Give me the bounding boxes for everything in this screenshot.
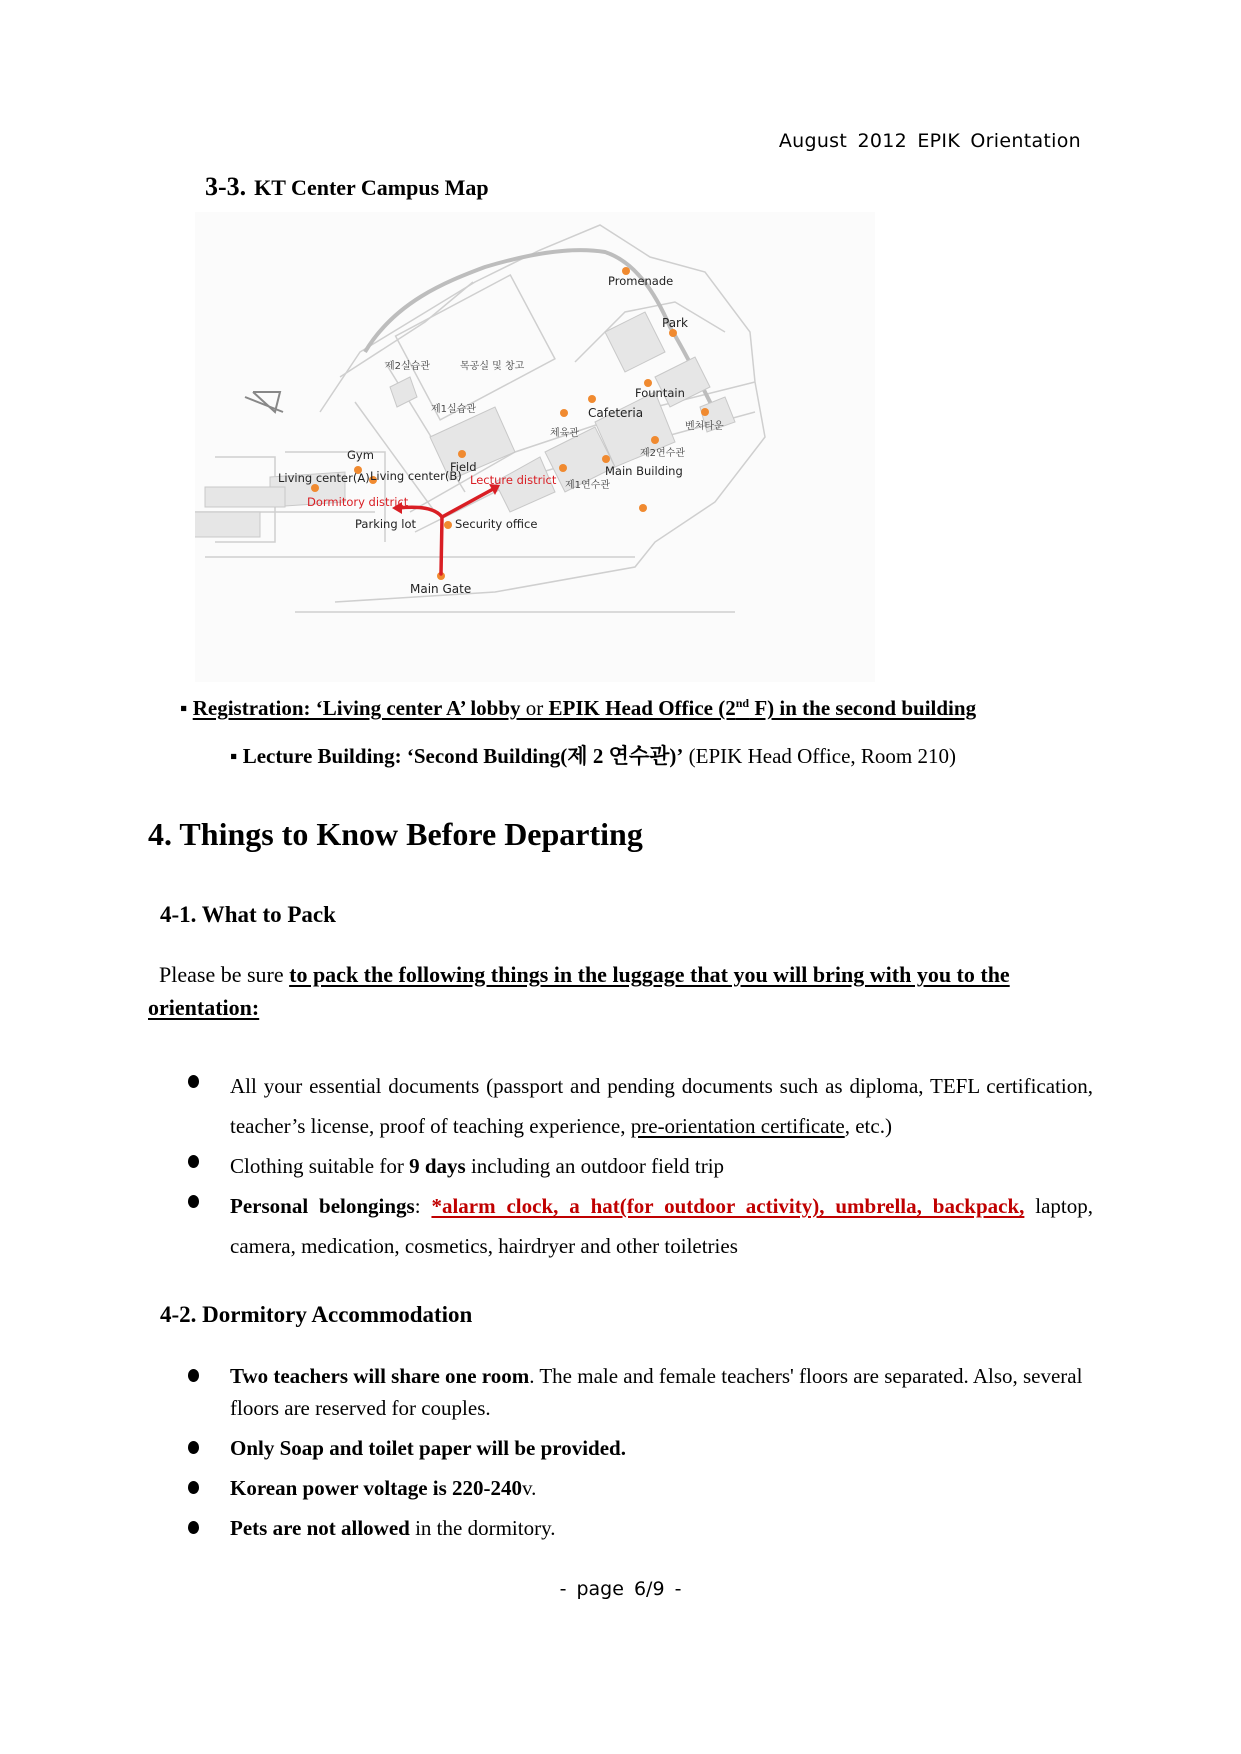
item-bold: Personal belongings	[230, 1194, 415, 1218]
bullet-dot-icon	[188, 1521, 199, 1534]
map-label-woodshop-storage: 목공실 및 창고	[460, 361, 525, 372]
lecture-building-label: Lecture Building: ‘Second Building(제 2 연수관)’	[242, 744, 684, 768]
lecture-building-info	[230, 740, 956, 770]
map-label-dormitory-district: Dormitory district	[307, 495, 409, 509]
item-text-end: including an outdoor field trip	[465, 1154, 725, 1178]
map-label-cafeteria: Cafeteria	[588, 406, 644, 420]
bullet-dot-icon	[188, 1481, 199, 1494]
pack-intro-paragraph	[148, 958, 1093, 1024]
item-text-end: laptop, camera, medication, cosmetics, hairdryer and other toiletries	[230, 1194, 1093, 1258]
bullet-dot-icon	[188, 1441, 199, 1454]
bullet-square: ▪	[230, 744, 238, 768]
list-item	[148, 1472, 1098, 1504]
list-item	[148, 1512, 1098, 1544]
bullet-dot-icon	[188, 1195, 199, 1208]
floor-superscript: nd	[735, 696, 750, 710]
bullet-dot-icon	[188, 1075, 199, 1088]
map-label-first-training-hall: 제1연수관	[565, 480, 611, 491]
bullet-dot-icon	[188, 1155, 199, 1168]
map-label-second-training-hall: 제2연수관	[640, 448, 686, 459]
intro-plain: Please be sure	[159, 962, 290, 987]
map-label-parking-lot: Parking lot	[355, 517, 417, 531]
item-bold: Two teachers will share one room	[230, 1364, 530, 1388]
section-title-campus-map	[205, 172, 489, 202]
map-label-second-practice-hall: 제2실습관	[385, 361, 431, 372]
map-label-field: Field	[450, 460, 477, 474]
bullet-square: ▪	[180, 696, 188, 720]
map-label-park: Park	[662, 316, 688, 330]
list-item	[148, 1360, 1098, 1424]
registration-text	[193, 696, 976, 720]
item-text: . The male and female teachers' floors are separated. Also, several floors are reserved for couples.	[230, 1364, 1083, 1420]
registration-info	[180, 696, 976, 721]
registration-office-rest: F) in the second building	[749, 696, 977, 720]
bullet-dot-icon	[188, 1369, 199, 1382]
map-label-main-building: Main Building	[605, 464, 683, 478]
section-number: 3-3.	[205, 172, 247, 201]
dorm-list	[148, 1360, 1098, 1552]
item-bold: 9 days	[409, 1154, 466, 1178]
item-bold: Pets are not allowed	[230, 1516, 410, 1540]
section-heading-things-to-know: 4. Things to Know Before Departing	[148, 816, 643, 852]
running-header: August 2012 EPIK Orientation	[778, 130, 1081, 152]
item-text: in the dormitory.	[409, 1516, 556, 1540]
map-label-main-gate: Main Gate	[410, 582, 472, 596]
map-label-venture-town: 벤처타운	[685, 421, 724, 432]
section-title-text: KT Center Campus Map	[254, 175, 489, 200]
list-item	[148, 1066, 1093, 1146]
map-label-living-center-a: Living center(A)	[278, 471, 370, 485]
pre-orientation-certificate-text: pre-orientation certificate	[630, 1114, 845, 1138]
item-text: All your essential documents (passport and pending documents such as diploma, TEFL certification, teacher’s license, proof of teaching experience,	[230, 1074, 1093, 1138]
map-label-security-office: Security office	[455, 517, 538, 531]
subheading-what-to-pack: 4-1. What to Pack	[160, 902, 336, 927]
pack-list	[148, 1066, 1093, 1266]
map-label-living-center-b: Living center(B)	[370, 469, 462, 483]
item-red-emphasis: *alarm clock, a hat(for outdoor activity), umbrella, backpack,	[431, 1194, 1025, 1218]
map-label-gymnasium-kr: 체육관	[550, 428, 579, 439]
list-item	[148, 1186, 1093, 1266]
intro-emphasis: to pack the following things in the luggage that you will bring with you to the orientation:	[148, 962, 1010, 1020]
map-label-lecture-district: Lecture district	[470, 473, 557, 487]
item-bold: Only Soap and toilet paper will be provided.	[230, 1436, 626, 1460]
item-text: v.	[522, 1476, 537, 1500]
registration-label: Registration: ‘Living center A’ lobby	[192, 696, 521, 720]
subheading-dormitory: 4-2. Dormitory Accommodation	[160, 1302, 473, 1327]
map-label-gym: Gym	[347, 448, 374, 462]
item-text-end: , etc.)	[844, 1114, 892, 1138]
campus-map	[195, 212, 875, 682]
item-text: Clothing suitable for	[230, 1154, 410, 1178]
item-text: :	[414, 1194, 432, 1218]
lecture-building-detail: (EPIK Head Office, Room 210)	[683, 744, 956, 768]
registration-office: EPIK Head Office (2	[548, 696, 736, 720]
map-label-first-practice-hall: 제1실습관	[431, 404, 477, 415]
item-bold: Korean power voltage is 220-240	[230, 1476, 523, 1500]
registration-or: or	[520, 696, 549, 720]
list-item	[148, 1146, 1093, 1186]
page-number: - page 6/9 -	[559, 1578, 682, 1600]
list-item	[148, 1432, 1098, 1464]
campus-map-drawing	[195, 212, 875, 682]
map-label-promenade: Promenade	[608, 274, 674, 288]
map-label-fountain: Fountain	[635, 386, 685, 400]
